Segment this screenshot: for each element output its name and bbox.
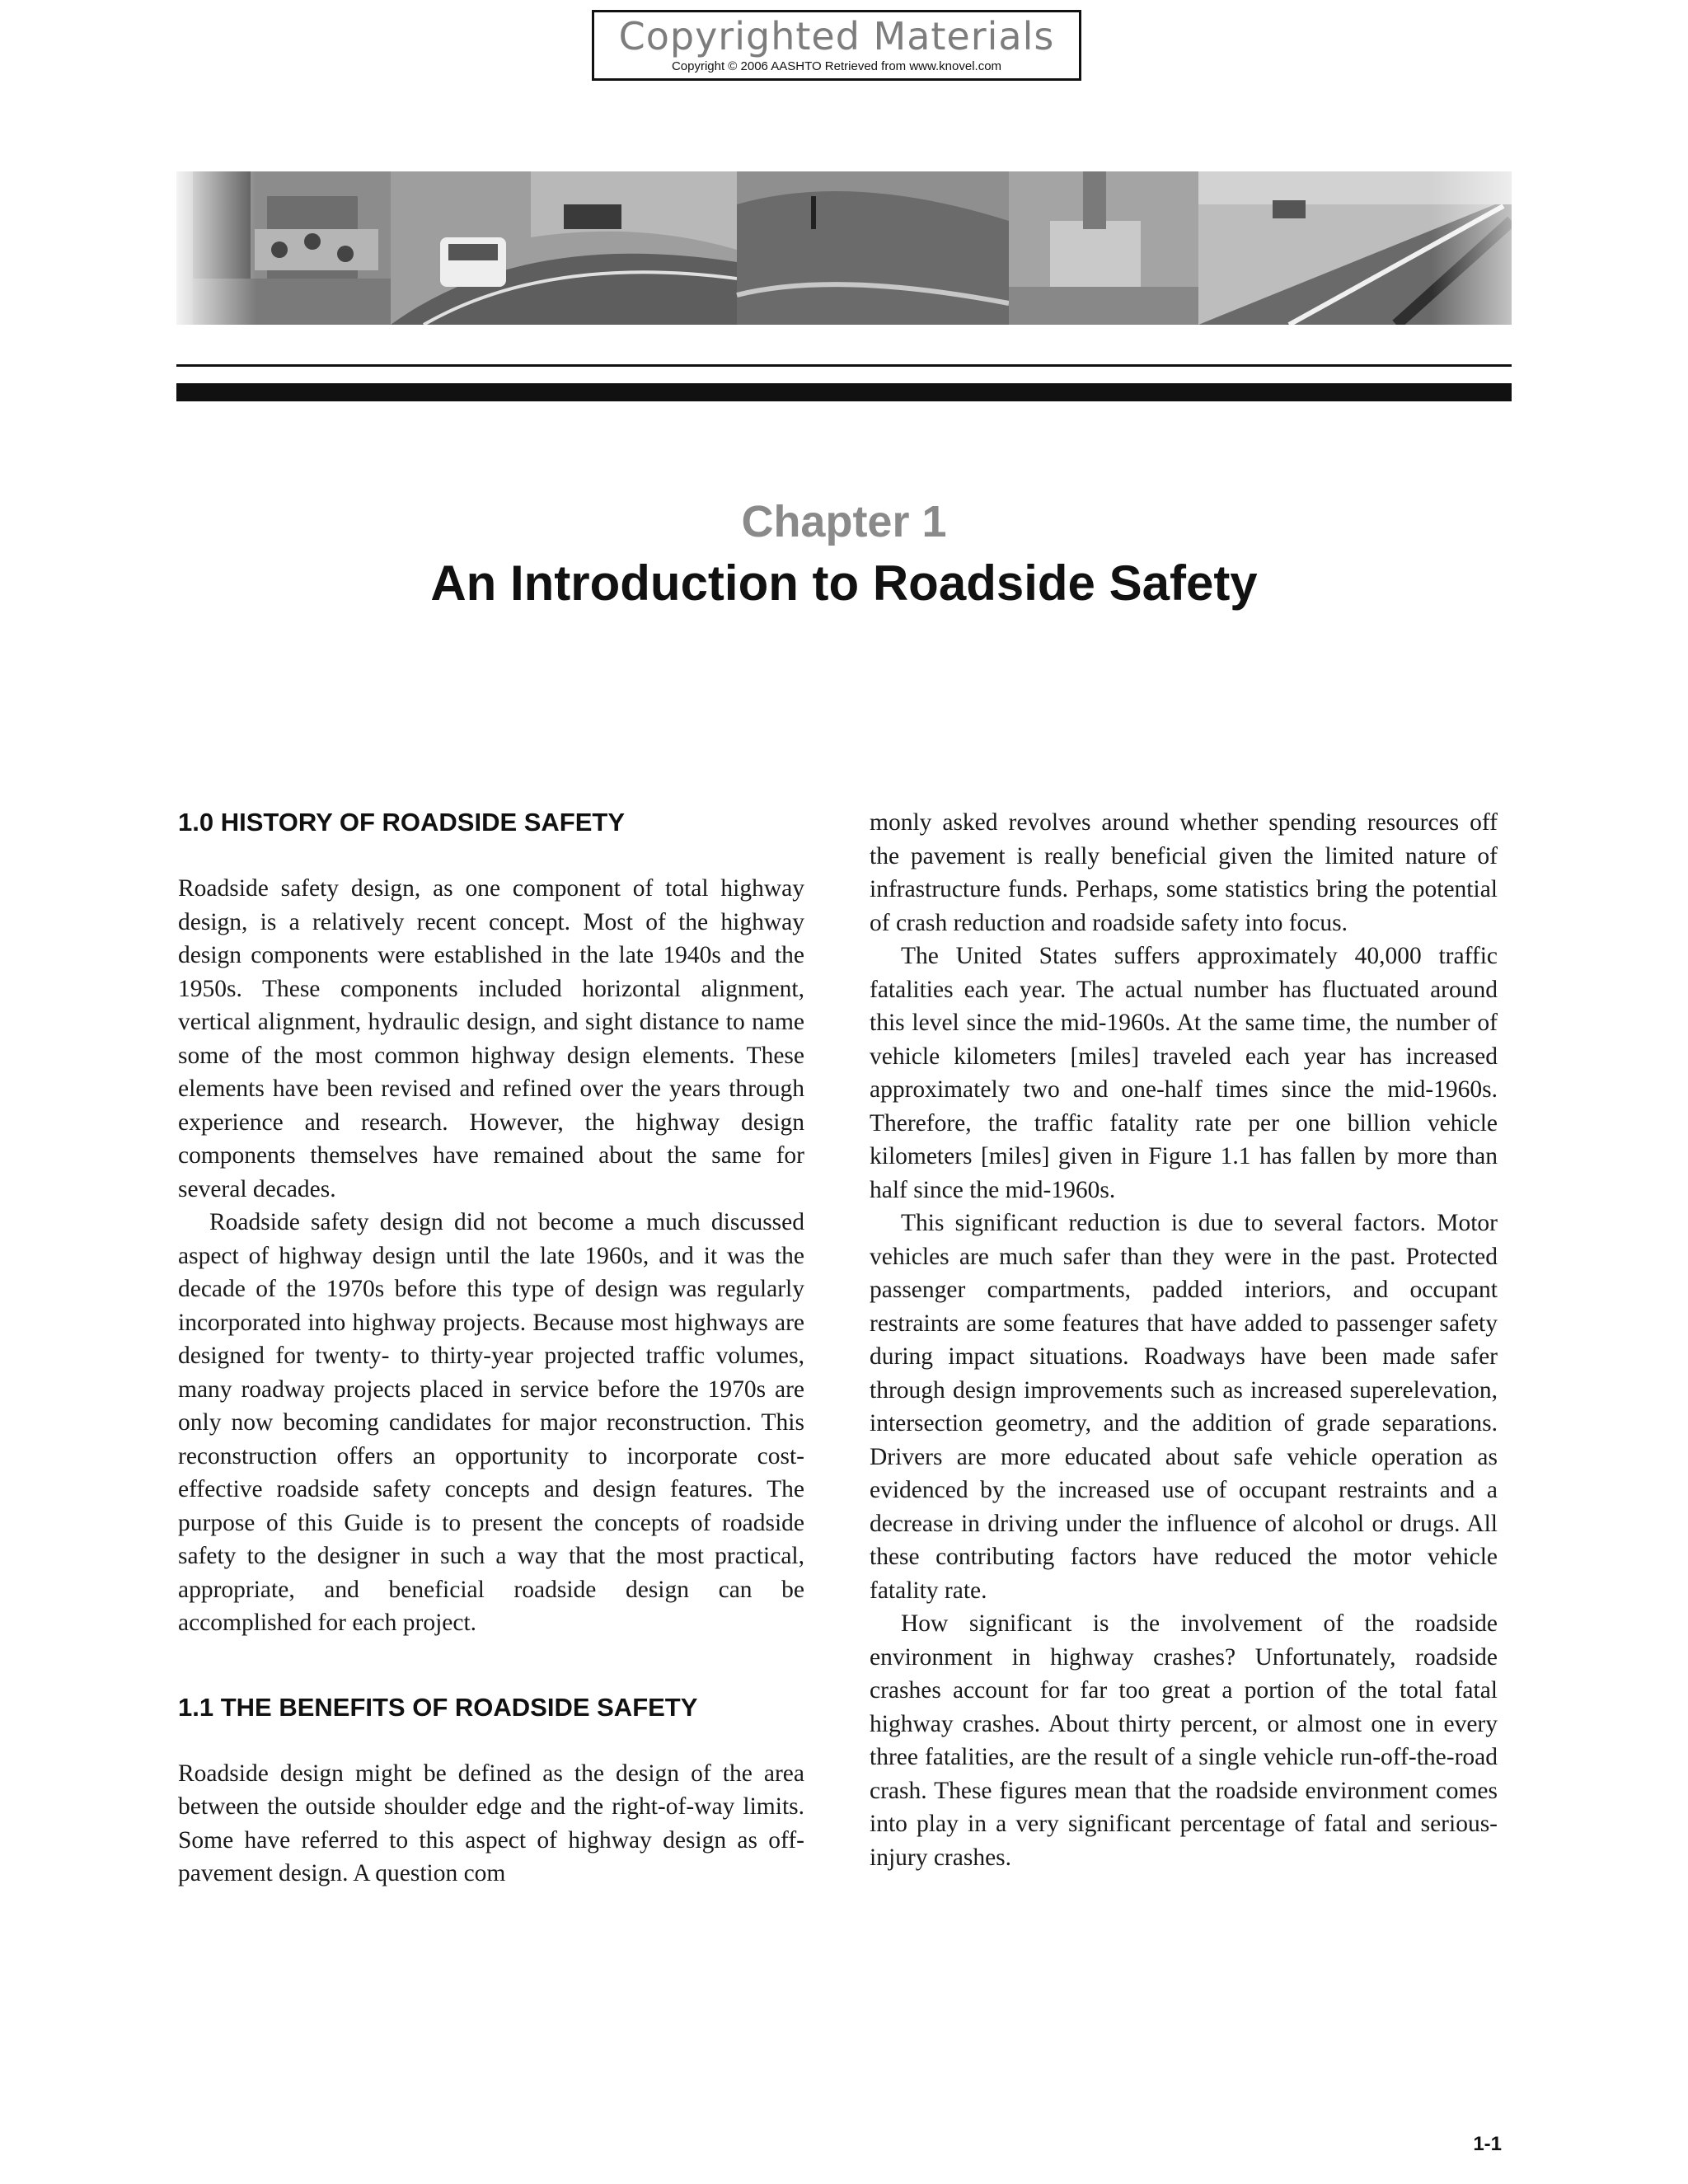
section-heading-1-0: 1.0 HISTORY OF ROADSIDE SAFETY: [178, 808, 626, 837]
page-number: 1-1: [1473, 2133, 1502, 2155]
roadside-photo-collage-icon: [176, 171, 1512, 325]
stamp-title: Copyrighted Materials: [618, 14, 1055, 59]
copyright-stamp: [592, 10, 1081, 81]
header-rule-thin: [176, 364, 1512, 367]
paragraph: Roadside design might be defined as the design of the area between the outside shoulder edge and the right-of-way limits. Some have referred to this aspect of highway design as off-pavement design. A question com: [178, 1760, 804, 1886]
paragraph: Roadside safety design did not become a much discussed aspect of highway design until the late 1960s, and it was the decade of the 1970s before this type of design was regularly incorporated into highway projects. Because most highways are designed for twenty- to thirty-year projected traffic volumes, many roadway projects placed in service before the 1970s are only now becoming candidates for major reconstruction. This reconstruction offers an opportunity to incorporate cost-effective roadside safety concepts and design features. The purpose of this Guide is to present the concepts of roadside safety to the designer in such a way that the most practical, appropriate, and beneficial roadside design can be accomplished for each project.: [178, 1209, 804, 1636]
header-rule-thick: [176, 383, 1512, 401]
chapter-title: An Introduction to Roadside Safety: [430, 555, 1258, 611]
stamp-subtitle: Copyright © 2006 AASHTO Retrieved from www.knovel.com: [671, 59, 1002, 73]
paragraph: monly asked revolves around whether spending resources off the pavement is really beneficial given the limited nature of infrastructure funds. Perhaps, some statistics bring the potential of crash reduction and roadside safety into focus.: [870, 809, 1498, 936]
paragraph: This significant reduction is due to several factors. Motor vehicles are much safer than they were in the past. Protected passenger compartments, padded interiors, and occupant restraints are some features that have added to passenger safety during impact situations. Roadways have been made safer through design improvements such as increased superelevation, intersection geometry, and the addition of grade separations. Drivers are more educated about safe vehicle operation as evidenced by the increased use of occupant restraints and a decrease in driving under the influence of alcohol or drugs. All these contributing factors have reduced the motor vehicle fatality rate.: [870, 1210, 1498, 1604]
roadside-photo-banner: [176, 171, 1512, 325]
paragraph: Roadside safety design, as one component of total highway design, is a relatively recent concept. Most of the highway design components were established in the late 1940s and the 1950s. These components included horizontal alignment, vertical alignment, hydraulic design, and sight distance to name some of the most common highway design elements. These elements have been revised and refined over the years through experience and research. However, the highway design components themselves have remained about the same for several decades.: [178, 875, 804, 1202]
right-column: [870, 806, 1498, 1874]
paragraph: The United States suffers approximately 40,000 traffic fatalities each year. The actual number has fluctuated around this level since the mid-1960s. At the same time, the number of vehicle kilometers [miles] traveled each year has increased approximately two and one-half times since the mid-1960s. Therefore, the traffic fatality rate per one billion vehicle kilometers [miles] given in Figure 1.1 has fallen by more than half since the mid-1960s.: [870, 943, 1498, 1203]
paragraph: How significant is the involvement of the roadside environment in highway crashes? Unfortunately, roadside crashes account for far too great a portion of the total fatal highway crashes. About thirty percent, or almost one in every three fatalities, are the result of a single vehicle run-off-the-road crash. These figures mean that the roadside environment comes into play in a very significant percentage of fatal and serious-injury crashes.: [870, 1610, 1498, 1871]
left-column: [178, 806, 804, 1891]
chapter-label: Chapter 1: [741, 497, 947, 546]
section-heading-1-1: 1.1 THE BENEFITS OF ROADSIDE SAFETY: [178, 1692, 698, 1722]
